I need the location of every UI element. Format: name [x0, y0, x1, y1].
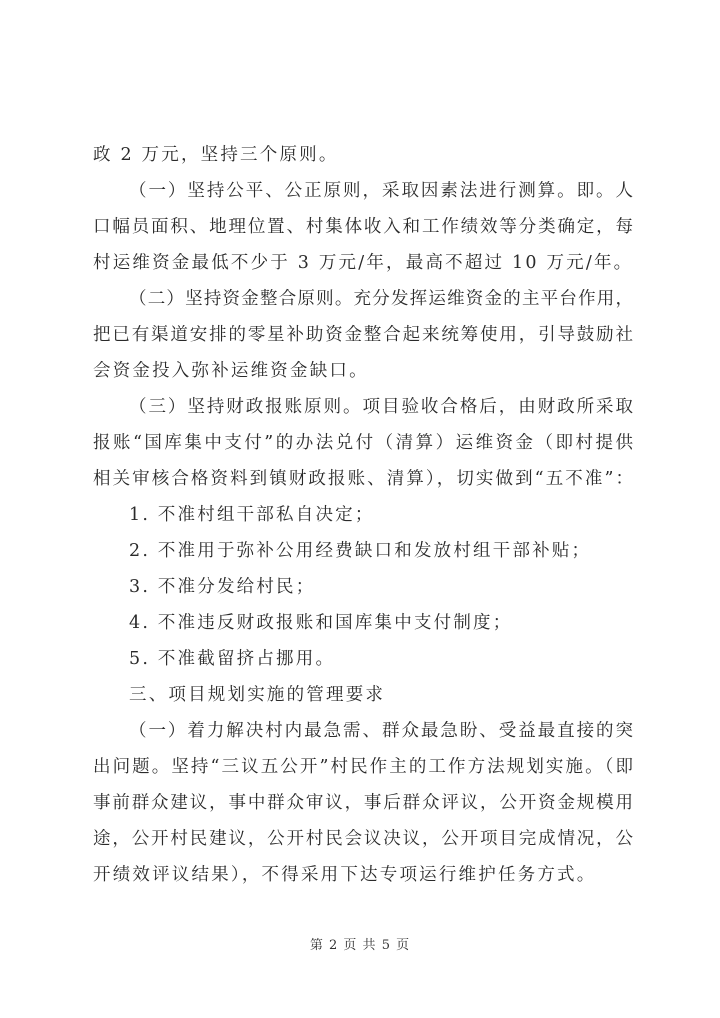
paragraph-line: （三）坚持财政报账原则。项目验收合格后，由财政所采取 — [129, 397, 633, 417]
paragraph-line: 出问题。坚持“三议五公开”村民作主的工作方法规划实施。（即 — [93, 757, 633, 777]
paragraph-line: 会资金投入弥补运维资金缺口。 — [93, 361, 369, 381]
paragraph-line: 报账“国库集中支付”的办法兑付（清算）运维资金（即村提供 — [93, 433, 633, 453]
list-item: 1. 不准村组干部私自决定； — [129, 505, 375, 525]
paragraph-line: 途，公开村民建议，公开村民会议决议，公开项目完成情况，公 — [93, 829, 633, 849]
paragraph-line: （二）坚持资金整合原则。充分发挥运维资金的主平台作用， — [129, 289, 633, 309]
paragraph-line: 开绩效评议结果），不得采用下达专项运行维护任务方式。 — [93, 865, 597, 885]
page-number-footer: 第 2 页 共 5 页 — [309, 938, 411, 953]
document-body — [93, 137, 633, 893]
list-item: 2. 不准用于弥补公用经费缺口和发放村组干部补贴； — [129, 541, 592, 561]
paragraph-line: 把已有渠道安排的零星补助资金整合起来统筹使用，引导鼓励社 — [93, 325, 633, 345]
paragraph-line: 事前群众建议，事中群众审议，事后群众评议，公开资金规模用 — [93, 793, 633, 813]
paragraph-line: （一）坚持公平、公正原则，采取因素法进行测算。即。人 — [129, 181, 633, 201]
paragraph-line: 村运维资金最低不少于 3 万元/年，最高不超过 10 万元/年。 — [93, 253, 634, 273]
list-item: 4. 不准违反财政报账和国库集中支付制度； — [129, 613, 513, 633]
paragraph-line: 相关审核合格资料到镇财政报账、清算），切实做到“五不准”： — [93, 469, 633, 489]
paragraph-line: 政 2 万元，坚持三个原则。 — [93, 145, 339, 165]
paragraph-line: 口幅员面积、地理位置、村集体收入和工作绩效等分类确定，每 — [93, 217, 633, 237]
list-item: 5. 不准截留挤占挪用。 — [129, 649, 336, 669]
section-heading: 三、项目规划实施的管理要求 — [129, 685, 386, 705]
list-item: 3. 不准分发给村民； — [129, 577, 316, 597]
paragraph-line: （一）着力解决村内最急需、群众最急盼、受益最直接的突 — [129, 721, 633, 741]
